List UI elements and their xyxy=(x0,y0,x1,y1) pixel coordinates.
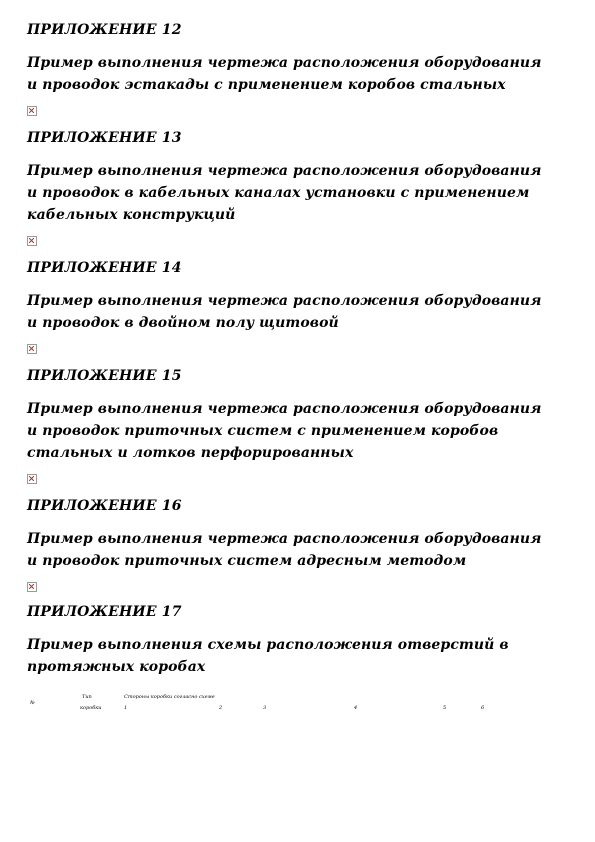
broken-image-icon xyxy=(27,106,37,116)
appendix-heading: ПРИЛОЖЕНИЕ 16 xyxy=(27,498,182,514)
appendix-heading: ПРИЛОЖЕНИЕ 12 xyxy=(27,22,182,38)
caption-line: Пример выполнения чертежа расположения оборудования xyxy=(27,55,542,71)
appendix-15 xyxy=(27,368,572,488)
caption-line: Пример выполнения чертежа расположения оборудования xyxy=(27,531,542,547)
col-sides: Стороны коробки согласно схеме xyxy=(124,694,215,700)
caption-line: и проводок приточных систем адресным методом xyxy=(27,553,467,569)
side-4: 4 xyxy=(354,705,358,711)
caption-line: протяжных коробах xyxy=(27,659,206,675)
side-5: 5 xyxy=(443,705,447,711)
appendix-14 xyxy=(27,260,572,358)
appendix-heading: ПРИЛОЖЕНИЕ 14 xyxy=(27,260,182,276)
appendix-17 xyxy=(27,604,572,678)
caption-line: и проводок в двойном полу щитовой xyxy=(27,315,339,331)
appendix-caption xyxy=(27,528,572,572)
appendix-heading: ПРИЛОЖЕНИЕ 15 xyxy=(27,368,182,384)
caption-line: Пример выполнения схемы расположения отверстий в xyxy=(27,637,509,653)
side-1: 1 xyxy=(124,705,128,711)
caption-line: Пример выполнения чертежа расположения оборудования xyxy=(27,293,542,309)
caption-line: стальных и лотков перфорированных xyxy=(27,445,354,461)
appendix-13 xyxy=(27,130,572,250)
appendix-caption xyxy=(27,398,572,464)
appendix-caption xyxy=(27,52,572,96)
caption-line: Пример выполнения чертежа расположения оборудования xyxy=(27,163,542,179)
broken-image-icon xyxy=(27,344,37,354)
caption-line: и проводок в кабельных каналах установки с применением xyxy=(27,185,530,201)
broken-image-icon xyxy=(27,582,37,592)
side-2: 2 xyxy=(219,705,223,711)
appendix-heading: ПРИЛОЖЕНИЕ 17 xyxy=(27,604,182,620)
col-number: № xyxy=(30,700,35,706)
appendix-caption xyxy=(27,634,572,678)
appendix-caption xyxy=(27,290,572,334)
appendix-16 xyxy=(27,498,572,596)
broken-image-icon xyxy=(27,236,37,246)
appendix-12 xyxy=(27,22,572,120)
col-type-line1: Тип xyxy=(82,694,92,700)
holes-table-header xyxy=(27,690,567,720)
appendix-caption xyxy=(27,160,572,226)
appendix-heading: ПРИЛОЖЕНИЕ 13 xyxy=(27,130,182,146)
side-6: 6 xyxy=(481,705,485,711)
side-3: 3 xyxy=(263,705,267,711)
caption-line: Пример выполнения чертежа расположения оборудования xyxy=(27,401,542,417)
broken-image-icon xyxy=(27,474,37,484)
caption-line: и проводок приточных систем с применением коробов xyxy=(27,423,499,439)
caption-line: кабельных конструкций xyxy=(27,207,236,223)
col-type-line2: коробки xyxy=(80,705,102,711)
caption-line: и проводок эстакады с применением коробов стальных xyxy=(27,77,506,93)
